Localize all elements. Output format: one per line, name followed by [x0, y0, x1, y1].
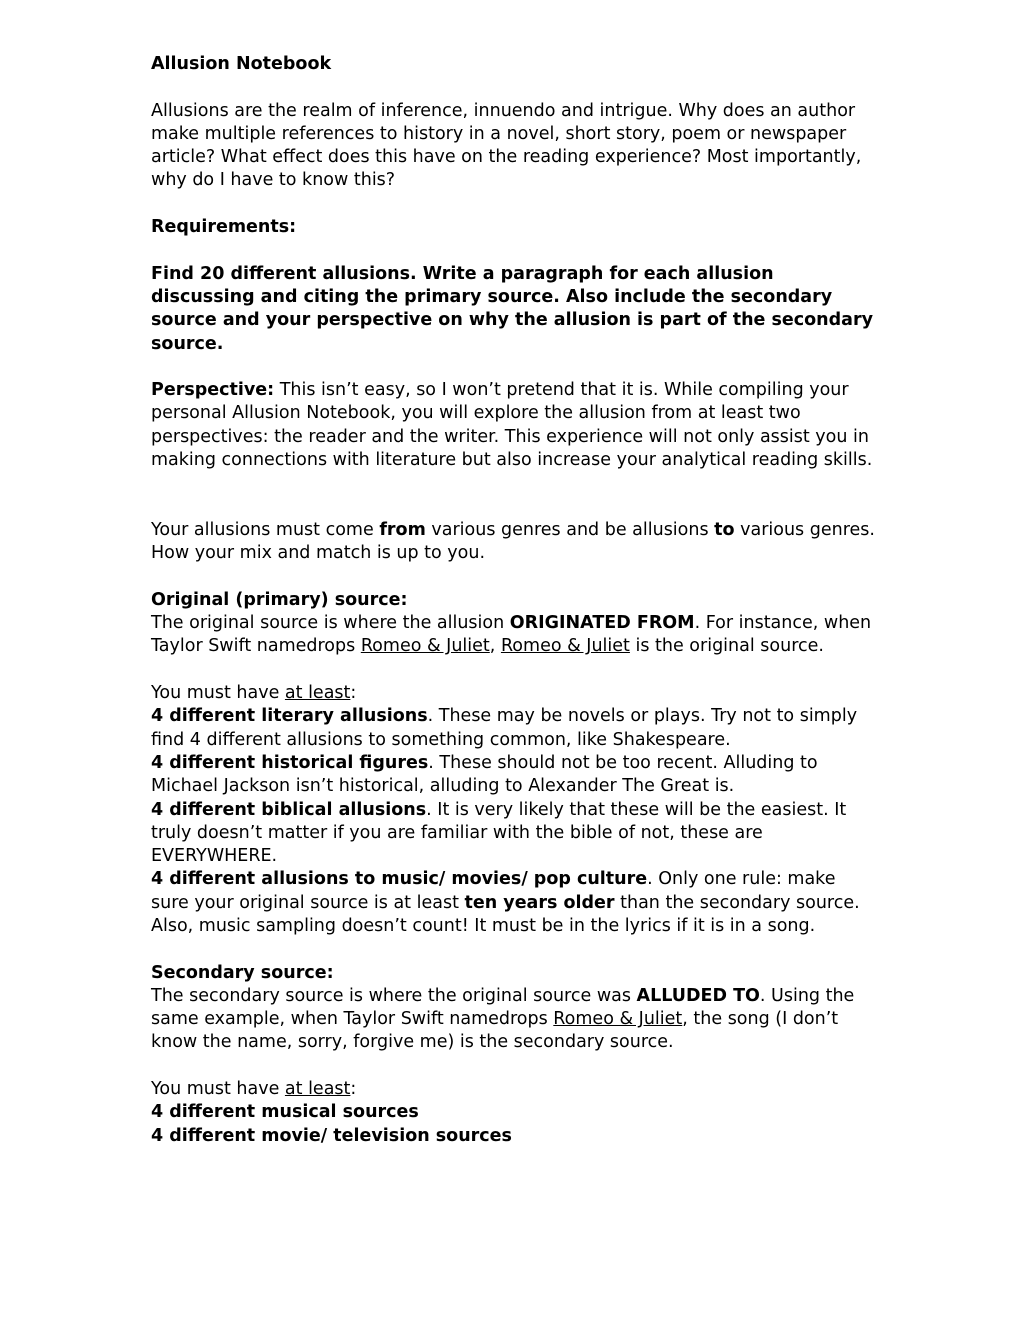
requirements-paragraph: Find 20 different allusions. Write a paragraph for each allusion discussing and citing the primary source. Also include the secondary source and your perspective on why the allusion is part of the secondary source. [151, 263, 874, 354]
requirement-item-literary: 4 different literary allusions. These may be novels or plays. Try not to simply find 4 different allusions to something common, like Shakespeare. [151, 706, 858, 750]
intro-paragraph: Allusions are the realm of inference, innuendo and intrigue. Why does an author make multiple references to history in a novel, short story, poem or newspaper article? What effect does this have on the reading experience? Most importantly, why do I have to know this? [151, 100, 862, 191]
perspective-paragraph: Perspective: This isn’t easy, so I won’t pretend that it is. While compiling your personal Allusion Notebook, you will explore the allusion from at least two perspectives: the reader and the writer. This experience will not only assist you in making connections with literature but also increase your analytical reading skills. [151, 380, 873, 471]
original-must-have-line: You must have at least: [151, 683, 357, 704]
original-source-paragraph: The original source is where the allusion ORIGINATED FROM. For instance, when Taylor Swift namedrops Romeo & Juliet, Romeo & Juliet is the original source. [151, 613, 872, 657]
secondary-source-heading: Secondary source: [151, 962, 334, 983]
requirement-item-movie-tv-sources: 4 different movie/ television sources [151, 1125, 512, 1146]
requirements-heading: Requirements: [151, 217, 297, 238]
requirement-item-historical: 4 different historical figures. These should not be too recent. Alluding to Michael Jackson isn’t historical, alluding to Alexander The Great is. [151, 752, 818, 797]
perspective-label: Perspective: [151, 380, 275, 401]
requirement-item-musical-sources: 4 different musical sources [151, 1102, 419, 1123]
requirement-item-pop-culture: 4 different allusions to music/ movies/ pop culture. Only one rule: make sure your original source is at least ten years older than the secondary source. Also, music sampling doesn’t count! It must be in the lyrics if it is in a song. [151, 869, 860, 936]
secondary-source-paragraph: The secondary source is where the original source was ALLUDED TO. Using the same example, when Taylor Swift namedrops Romeo & Juliet, the song (I don’t know the name, sorry, forgive me) is the secondary source. [151, 985, 855, 1053]
document-page [151, 53, 876, 1148]
document-title: Allusion Notebook [151, 54, 332, 74]
original-source-heading: Original (primary) source: [151, 589, 408, 610]
requirement-item-biblical: 4 different biblical allusions. It is very likely that these will be the easiest. It truly doesn’t matter if you are familiar with the bible of not, these are EVERYWHERE. [151, 799, 847, 867]
secondary-must-have-line: You must have at least: [151, 1079, 357, 1100]
genres-paragraph: Your allusions must come from various genres and be allusions to various genres. How your mix and match is up to you. [151, 519, 875, 564]
